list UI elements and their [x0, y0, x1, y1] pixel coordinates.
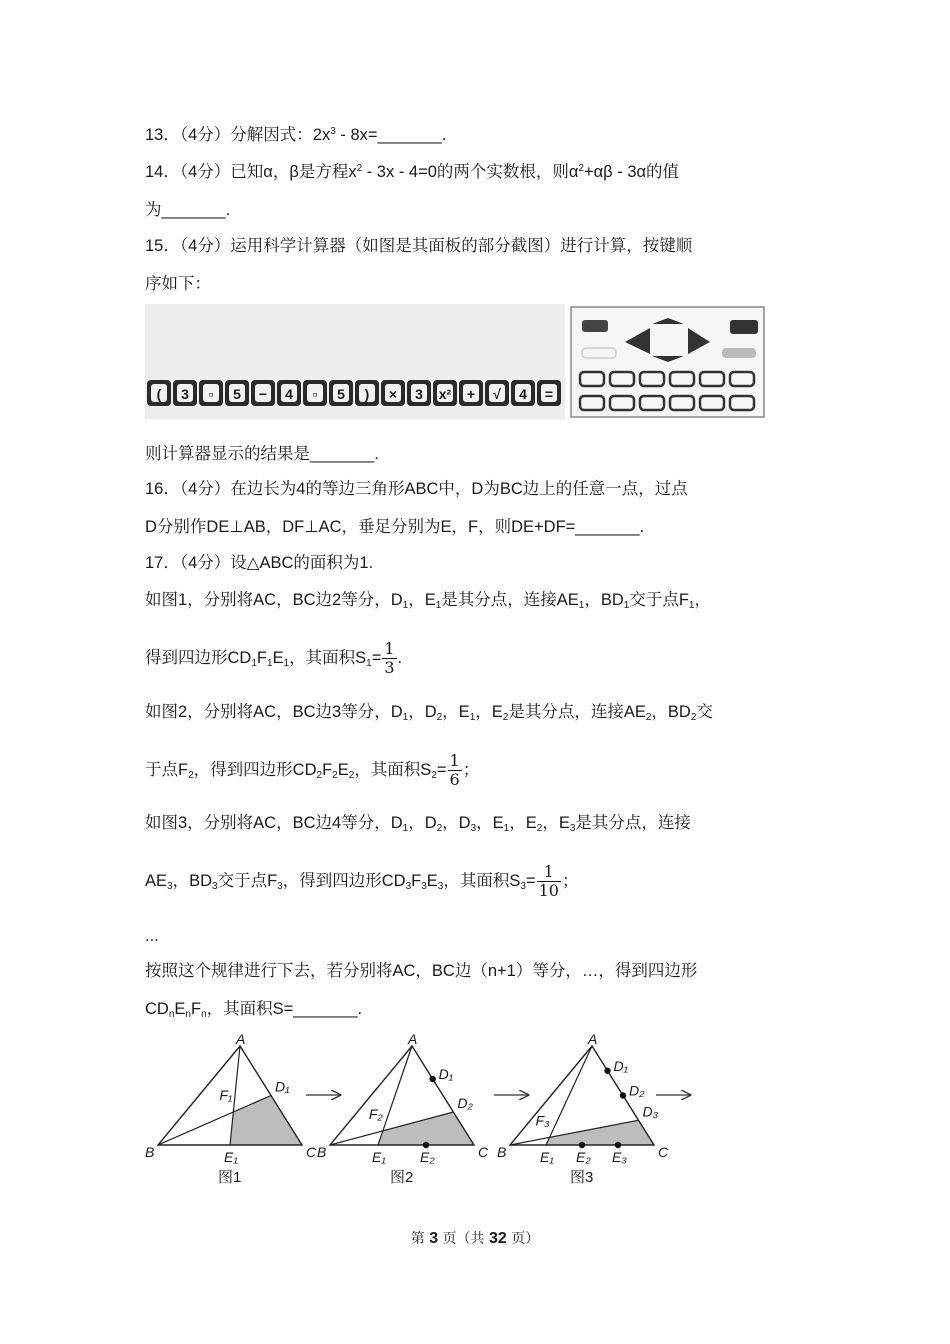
q15-line1: 15．（4分）运用科学计算器（如图是其面板的部分截图）进行计算，按键顺	[145, 237, 693, 255]
triangle-figures	[140, 1032, 700, 1188]
svg-text:+: +	[466, 386, 476, 402]
key-sequence-key	[433, 380, 457, 406]
key-sequence-key	[459, 380, 483, 406]
fig2-caption: 图2	[390, 1169, 414, 1186]
key-sequence-key	[199, 380, 223, 406]
fig2-label-a: A	[408, 1032, 418, 1047]
fig3-ac-point	[620, 1092, 626, 1098]
fig3-label-a: A	[588, 1032, 598, 1047]
q17-fig1-desc: 如图1，分别将AC，BC边2等分，$D_1$，$E_1$是其分点，连接$AE_1$，$BD_1$交于点$F_1$，	[145, 591, 711, 611]
calculator-key-sequence	[145, 304, 565, 419]
panel-key-onc	[730, 320, 758, 334]
fig3-label-c: C	[658, 1144, 669, 1160]
fig1-caption: 图1	[218, 1169, 242, 1186]
key-sequence-key	[407, 380, 431, 406]
q15-line3: 则计算器显示的结果是_______.	[145, 445, 379, 463]
q13-line: 13．（4分）分解因式：$2x^3$ - 8x=_______.	[145, 126, 447, 144]
svg-text:×: ×	[388, 386, 398, 402]
svg-text:): )	[364, 386, 370, 402]
key-sequence-key	[329, 380, 353, 406]
fig3-label-e3: E₃	[612, 1149, 627, 1165]
page-footer: 第 3 页（共 32 页）	[410, 1230, 540, 1247]
fig2-bc-point	[423, 1142, 429, 1148]
fig3-label-e1: E₁	[540, 1149, 554, 1165]
fig2-label-e1: E₁	[372, 1149, 386, 1165]
fig3-caption: 图3	[570, 1169, 594, 1186]
fig3-label-b: B	[497, 1144, 507, 1160]
key-sequence-key	[251, 380, 275, 406]
key-sequence-key	[225, 380, 249, 406]
fig2-label-d: D₂	[457, 1095, 473, 1111]
fig3-label-f: F₃	[535, 1112, 550, 1129]
calculator-panel-image	[570, 306, 765, 418]
q17-general-line2: $CD_nE_nF_n$，其面积S=_______.	[145, 1000, 363, 1020]
q17-fig2-desc: 如图2，分别将AC，BC边3等分，$D_1$，$D_2$，$E_1$，$E_2$是其分点，连接$AE_2$，$BD_2$交	[145, 703, 713, 723]
key-sequence-key	[537, 380, 561, 406]
svg-text:x²: x²	[438, 386, 452, 402]
fig3-bc-point	[579, 1142, 585, 1148]
svg-text:5: 5	[233, 386, 241, 402]
svg-text:−: −	[258, 386, 268, 402]
key-sequence-key	[485, 380, 509, 406]
svg-text:▫: ▫	[312, 386, 318, 402]
q16-line2: D分别作DE⊥AB，DF⊥AC，垂足分别为E，F，则DE+DF=_______.	[145, 518, 645, 536]
svg-text:▫: ▫	[208, 386, 214, 402]
fig3-label-e2: E₂	[576, 1149, 591, 1165]
svg-text:4: 4	[285, 386, 293, 402]
svg-text:5: 5	[337, 386, 345, 402]
key-sequence-key	[303, 380, 327, 406]
fig2-label-b: B	[317, 1144, 327, 1160]
svg-text:=: =	[544, 386, 554, 402]
fig3-shaded-quad	[546, 1120, 654, 1145]
fig2-label-d1: D₁	[438, 1066, 454, 1082]
q17-fig3-desc: 如图3，分别将AC，BC边4等分，$D_1$，$D_2$，$D_3$，$E_1$，$E_2$，$E_3$是其分点，连接	[145, 814, 691, 834]
panel-key-blank-right	[722, 348, 756, 358]
svg-text:3: 3	[415, 386, 423, 402]
fig1-label-d: D₁	[275, 1078, 290, 1095]
fig1-label-f: F₁	[219, 1087, 233, 1103]
svg-text:(: (	[156, 386, 162, 402]
fraction-one-tenth: $\frac{1}{10}$	[538, 862, 559, 900]
q14-line1: 14．（4分）已知α，β是方程$x^2 - 3x - 4=0$的两个实数根，则$\alpha^2+\alpha\beta - 3\alpha$的值	[145, 163, 680, 181]
key-sequence-key	[511, 380, 535, 406]
q16-line1: 16．（4分）在边长为4的等边三角形ABC中，D为BC边上的任意一点，过点	[145, 480, 688, 498]
fig3-label-d: D₃	[642, 1103, 659, 1120]
q17-fig3-result: $AE_3$，$BD_3$交于点$F_3$，得到四边形$CD_3F_3E_3$，其面积$S_3=$ $\frac{1}{10}$ ；	[145, 862, 579, 900]
fig3-ac-point	[604, 1068, 610, 1074]
fig2-label-f: F₂	[368, 1105, 383, 1122]
fig2-label-e2: E₂	[420, 1149, 435, 1165]
fig2-ac-point	[429, 1076, 435, 1082]
key-sequence-key	[277, 380, 301, 406]
svg-text:4: 4	[519, 386, 527, 402]
q17-fig1-result: 得到四边形$CD_1F_1E_1$，其面积$S_1=$ $\frac{1}{3}$ .	[145, 639, 403, 677]
q17-fig2-result: 于点$F_2$，得到四边形$CD_2F_2E_2$，其面积$S_2=$ $\frac{1}{6}$ ；	[145, 751, 480, 789]
svg-text:3: 3	[181, 386, 189, 402]
fig1-label-c: C	[306, 1144, 317, 1160]
fig1-shaded-quad	[230, 1096, 302, 1146]
fig3-bc-point	[615, 1142, 621, 1148]
fraction-one-sixth: $\frac{1}{6}$	[449, 751, 460, 789]
svg-text:√: √	[493, 386, 501, 402]
q14-line2: 为_______.	[145, 201, 231, 219]
q17-general-line1: 按照这个规律进行下去，若分别将AC，BC边（n+1）等分，…，得到四边形	[145, 962, 698, 980]
fig1-label-e1: E₁	[224, 1149, 238, 1165]
key-sequence-key	[355, 380, 379, 406]
panel-key-inv	[582, 320, 608, 332]
key-sequence-key	[147, 380, 171, 406]
fig2-label-c: C	[478, 1144, 489, 1160]
key-sequence-key	[381, 380, 405, 406]
q17-ellipsis: ...	[145, 927, 159, 945]
fig1-label-b: B	[145, 1144, 155, 1160]
key-sequence-key	[173, 380, 197, 406]
fig3-label-d1: D₁	[613, 1057, 629, 1074]
fig3-label-d2: D₂	[629, 1082, 645, 1099]
q15-line2: 序如下：	[145, 275, 211, 293]
q17-line1: 17．（4分）设△ABC的面积为1.	[145, 554, 374, 572]
fig1-label-a: A	[236, 1032, 246, 1047]
fraction-one-third: $\frac{1}{3}$	[384, 639, 395, 677]
